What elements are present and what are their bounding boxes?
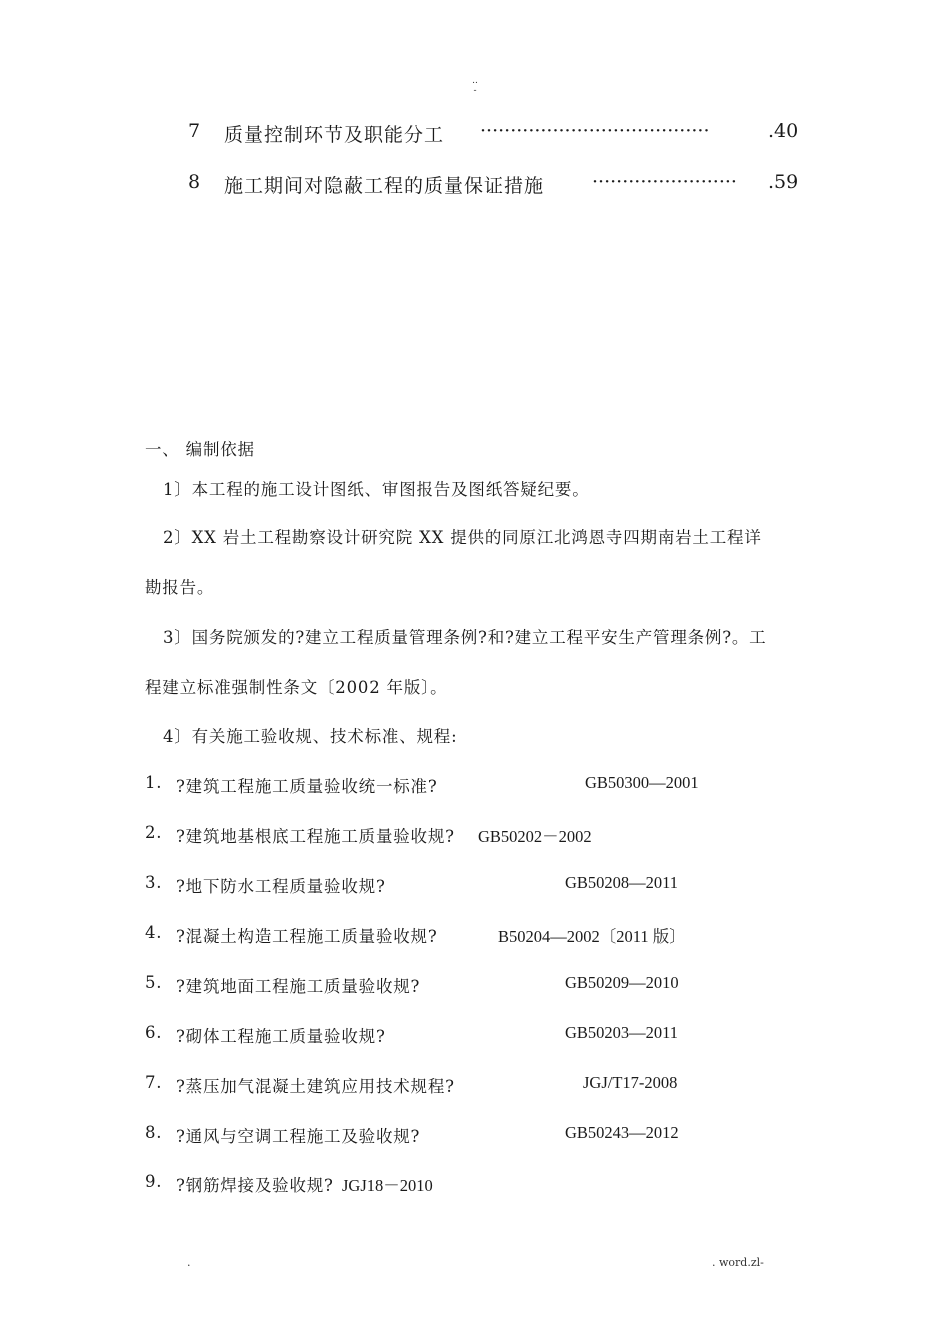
section-heading: 一、 编制依据 bbox=[145, 440, 255, 459]
standard-name: ?建筑地基根底工程施工质量验收规? bbox=[176, 827, 455, 846]
standard-code: GB50202－2002 bbox=[478, 827, 592, 846]
standard-name: ?建筑工程施工质量验收统一标准? bbox=[176, 777, 438, 796]
standard-number: 8. bbox=[145, 1123, 163, 1142]
standard-code: GB50300—2001 bbox=[585, 773, 699, 792]
header-mark-top: .. bbox=[472, 76, 478, 86]
basis-item-continued: 勘报告。 bbox=[145, 578, 215, 597]
basis-item: 1〕本工程的施工设计图纸、审图报告及图纸答疑纪要。 bbox=[163, 480, 590, 499]
standard-name: ?蒸压加气混凝土建筑应用技术规程? bbox=[176, 1077, 455, 1096]
standard-number: 6. bbox=[145, 1023, 163, 1042]
standard-name: ?通风与空调工程施工及验收规? bbox=[176, 1127, 421, 1146]
standard-name: ?建筑地面工程施工质量验收规? bbox=[176, 977, 421, 996]
standard-number: 5. bbox=[145, 973, 163, 992]
header-mark-bottom: - bbox=[473, 86, 477, 96]
basis-item-continued: 程建立标准强制性条文〔2002 年版〕。 bbox=[145, 678, 448, 697]
standard-code: JGJ/T17-2008 bbox=[583, 1073, 678, 1092]
standard-code: B50204—2002〔2011 版〕 bbox=[498, 927, 686, 946]
toc-number: 7 bbox=[188, 120, 202, 142]
toc-entry bbox=[188, 171, 808, 197]
footer-left: . bbox=[187, 1256, 191, 1269]
standard-name: ?砌体工程施工质量验收规? bbox=[176, 1027, 386, 1046]
standard-number: 2. bbox=[145, 823, 163, 842]
toc-leader: ······································ bbox=[480, 120, 710, 142]
toc-page-number: .59 bbox=[768, 171, 799, 193]
basis-item: 4〕有关施工验收规、技术标准、规程: bbox=[163, 727, 458, 746]
standard-name: ?混凝土构造工程施工质量验收规? bbox=[176, 927, 438, 946]
standard-name: ?地下防水工程质量验收规? bbox=[176, 877, 386, 896]
standard-code: GB50203—2011 bbox=[565, 1023, 679, 1042]
basis-item: 3〕国务院颁发的?建立工程质量管理条例?和?建立工程平安生产管理条例?。工 bbox=[163, 628, 767, 647]
toc-number: 8 bbox=[188, 171, 202, 193]
standard-number: 4. bbox=[145, 923, 163, 942]
standard-code: GB50208—2011 bbox=[565, 873, 679, 892]
toc-title: 施工期间对隐蔽工程的质量保证措施 bbox=[224, 175, 545, 197]
standard-code: GB50243—2012 bbox=[565, 1123, 679, 1142]
toc-page-number: .40 bbox=[768, 120, 799, 142]
standard-number: 3. bbox=[145, 873, 163, 892]
standard-code: GB50209—2010 bbox=[565, 973, 679, 992]
standard-code: JGJ18－2010 bbox=[342, 1176, 433, 1195]
standard-number: 7. bbox=[145, 1073, 163, 1092]
toc-leader: ························ bbox=[592, 171, 737, 193]
toc-entry bbox=[188, 120, 808, 146]
standard-number: 1. bbox=[145, 773, 163, 792]
standard-name: ?钢筋焊接及验收规? bbox=[176, 1176, 334, 1195]
footer-right: . word.zl- bbox=[712, 1256, 764, 1269]
header-mark bbox=[462, 76, 488, 96]
basis-item: 2〕XX 岩土工程勘察设计研究院 XX 提供的同原江北鸿恩寺四期南岩土工程详 bbox=[163, 528, 762, 547]
toc-title: 质量控制环节及职能分工 bbox=[224, 124, 445, 146]
standard-number: 9. bbox=[145, 1172, 163, 1191]
